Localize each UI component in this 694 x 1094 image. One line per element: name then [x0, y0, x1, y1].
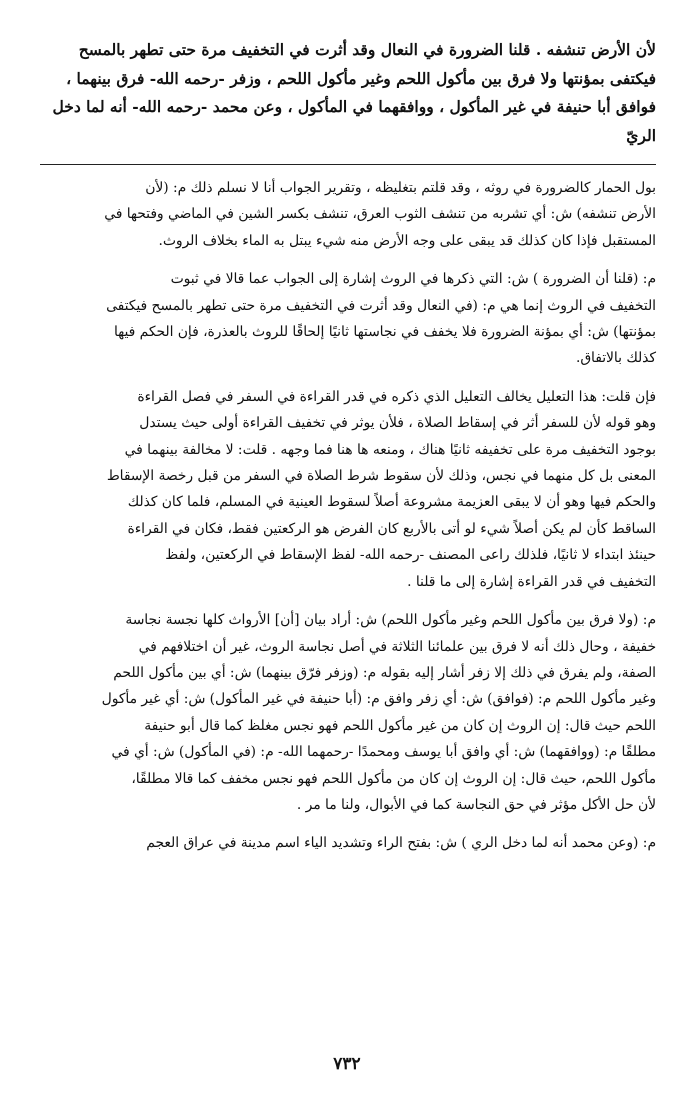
- commentary-line: بوجود التخفيف مرة على تخفيفه ثانيًا هناك ، ومنعه ها هنا فما وجهه . قلت: لا مخالفة بينهما في: [124, 441, 656, 458]
- commentary-line: التخفيف في قدر القراءة إشارة إلى ما قلنا .: [407, 573, 656, 590]
- commentary-line: لأن حل الأكل مؤثر في حق النجاسة كما في الأبوال، ولنا ما مر .: [296, 796, 656, 813]
- main-text-line: فوافق أبا حنيفة في غير المأكول ، ووافقهما في المأكول ، وعن محمد -رحمه الله- أنه لما دخل: [52, 97, 656, 116]
- commentary-line: كذلك بالاتفاق.: [575, 350, 656, 367]
- commentary-line: م: (قلنا أن الضرورة ) ش: التي ذكرها في الروث إشارة إلى الجواب عما قالا في ثبوت: [170, 271, 656, 288]
- main-text: [40, 36, 656, 150]
- commentary-line: بول الحمار كالضرورة في روثه ، وقد قلتم بتغليظه ، وتقرير الجواب أنا لا نسلم ذلك م: (لأن: [145, 180, 656, 196]
- commentary: [40, 175, 656, 857]
- commentary-line: م: (ولا فرق بين مأكول اللحم وغير مأكول اللحم) ش: أراد بيان [أن] الأرواث كلها نجسة نجاسة: [125, 612, 656, 629]
- commentary-line: الأرض تنشفه) ش: أي تشربه من تنشف الثوب العرق، تنشف بكسر الشين في الماضي وفتحها في: [104, 206, 656, 223]
- commentary-line: خفيفة ، وحال ذلك أنه لا فرق بين علمائنا الثلاثة في أصل نجاسة الروث، غير أن اختلافهم في: [138, 638, 656, 655]
- commentary-line: المستقبل فإذا كان كذلك قد يبقى على وجه الأرض منه شيء يبتل به الماء بخلاف الروث.: [158, 232, 656, 249]
- commentary-paragraph: [40, 266, 656, 372]
- main-text-line: لأن الأرض تنشفه . قلنا الضرورة في النعال وقد أثرت في التخفيف مرة حتى تطهر بالمسح: [78, 40, 656, 59]
- commentary-paragraph: [40, 830, 656, 856]
- commentary-paragraph: [40, 384, 656, 595]
- commentary-paragraph: [40, 607, 656, 818]
- commentary-line: التخفيف في الروث إنما هي م: (في النعال وقد أثرت في التخفيف مرة حتى تطهر بالمسح فيكتفى: [106, 297, 656, 314]
- commentary-line: وهو قوله لأن للسفر أثر في إسقاط الصلاة ، فلأن يوثر في تخفيف القراءة أولى حيث يستدل: [139, 415, 656, 432]
- commentary-line: م: (وعن محمد أنه لما دخل الري ) ش: بفتح الراء وتشديد الياء اسم مدينة في عراق العجم: [146, 835, 656, 852]
- commentary-line: بمؤنتها) ش: أي بمؤنة الضرورة فلا يخفف في نجاستها ثانيًا إلحاقًا للروث بالعذرة، فإن الحكم فيها: [113, 324, 656, 341]
- page-body: [40, 36, 656, 869]
- commentary-line: الساقط كأن لم يكن أصلاً شيء لو أتى بالأربع كان الفرض هو الركعتين فقط، فكان في القراءة: [127, 520, 656, 537]
- commentary-line: الصفة، ولم يفرق في ذلك إلا زفر أشار إليه بقوله م: (وزفر فرّق بينهما) ش: أي بين مأكول اللحم: [113, 664, 656, 681]
- page-number: ٧٣٢: [333, 1054, 361, 1074]
- commentary-paragraph: [40, 175, 656, 254]
- commentary-line: والحكم فيها وهو أن لا يبقى العزيمة مشروعة أصلاً لسقوط العينية في المسلم، فلما كان كذلك: [127, 494, 656, 511]
- commentary-line: فإن قلت: هذا التعليل يخالف التعليل الذي ذكره في قدر القراءة في السفر في فصل القراءة: [137, 388, 656, 405]
- commentary-line: مأكول اللحم، حيث قال: إن الروث إن كان من مأكول اللحم فهو نجس مخفف كما قالا مطلقًا،: [131, 770, 656, 787]
- main-text-line: فيكتفى بمؤنتها ولا فرق بين مأكول اللحم وغير مأكول اللحم ، وزفر -رحمه الله- فرق بينهما ،: [66, 68, 656, 88]
- commentary-line: مطلقًا م: (ووافقهما) ش: أي وافق أبا يوسف ومحمدًا -رحمهما الله- م: (في المأكول) ش: أي في: [111, 744, 656, 761]
- commentary-line: المعنى بل كل منهما في نجس، وذلك لأن سقوط شرط الصلاة في السفر من قبل رخصة الإسقاط: [106, 468, 656, 485]
- main-text-line: الريّ: [626, 125, 656, 145]
- commentary-line: وغير مأكول اللحم م: (فوافق) ش: أي زفر وافق م: (أبا حنيفة في غير المأكول) ش: أي غير مأكول: [101, 691, 656, 708]
- commentary-line: اللحم حيث قال: إن الروث إن كان من غير مأكول اللحم فهو نجس مغلظ كما قال أبو حنيفة: [144, 717, 656, 734]
- commentary-line: حينئذ ابتداء لا ثانيًا، فلذلك راعى المصنف -رحمه الله- لفظ الإسقاط في الركعتين، ولفظ: [165, 547, 656, 564]
- divider: [40, 164, 656, 165]
